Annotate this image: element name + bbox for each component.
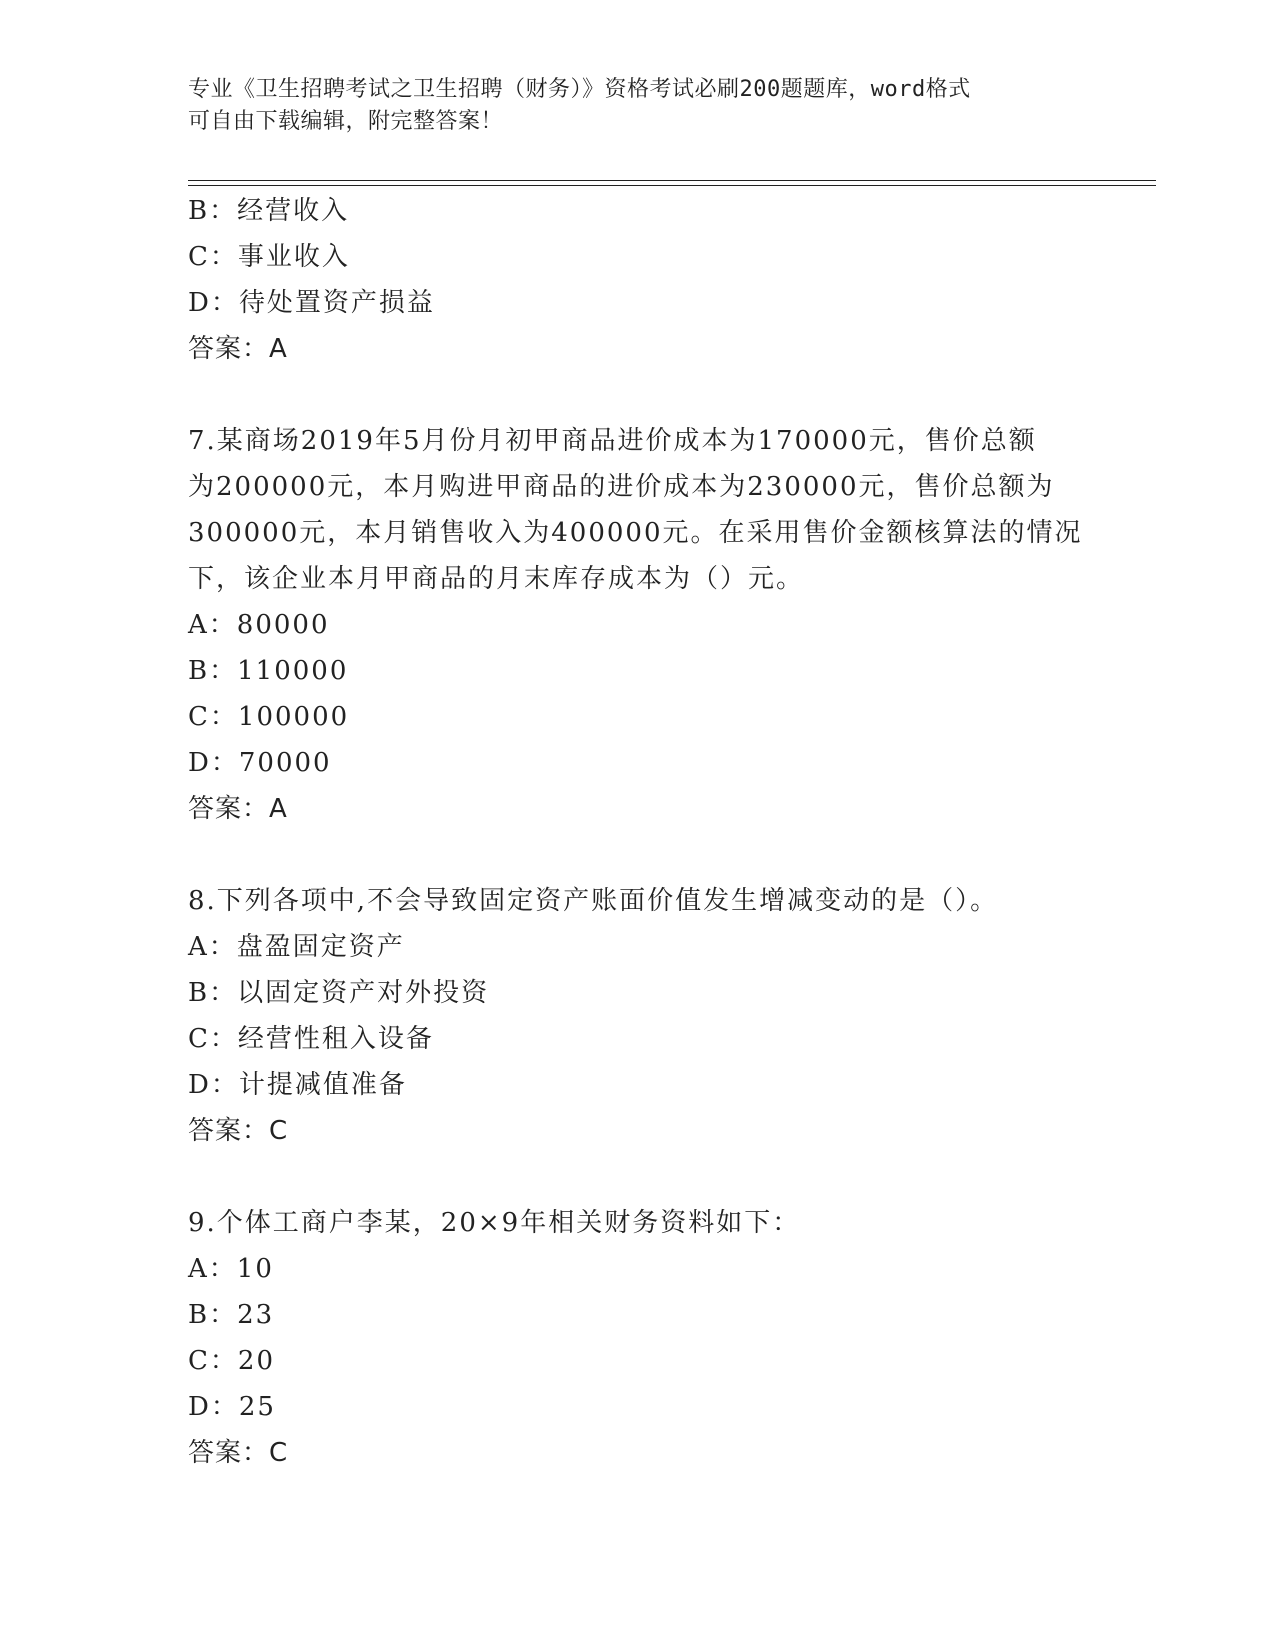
option-c — [188, 1338, 1088, 1384]
question-line: 7.某商场2019年5月份月初甲商品进价成本为170000元，售价总额 — [188, 426, 1037, 456]
question-text — [188, 418, 1088, 602]
option-a — [188, 924, 1088, 970]
header-divider-bottom — [188, 185, 1156, 186]
option-letter: D： — [188, 1392, 239, 1422]
answer-line — [188, 1108, 1088, 1154]
question-line: 为200000元，本月购进甲商品的进价成本为230000元，售价总额为 — [188, 472, 1055, 502]
option-text: 70000 — [238, 748, 332, 778]
option-text: 10 — [236, 1254, 274, 1284]
option-d — [188, 1384, 1088, 1430]
option-d — [188, 1062, 1088, 1108]
question-line: 300000元，本月销售收入为400000元。在采用售价金额核算法的情况 — [188, 518, 1083, 548]
option-c — [188, 234, 1088, 280]
option-c — [188, 1016, 1088, 1062]
option-text: 100000 — [237, 702, 350, 732]
option-letter: B： — [188, 1300, 238, 1330]
option-d — [188, 740, 1088, 786]
question-7 — [188, 418, 1088, 832]
document-body — [188, 188, 1088, 1476]
spacer — [188, 372, 1088, 418]
answer-label: 答案： — [188, 1438, 270, 1468]
option-letter: D： — [188, 1070, 239, 1100]
question-8 — [188, 878, 1088, 1154]
option-text: 110000 — [237, 656, 349, 686]
answer-label: 答案： — [188, 334, 270, 364]
answer-value: C — [269, 1438, 289, 1468]
option-letter: C： — [188, 242, 238, 272]
spacer — [188, 1154, 1088, 1200]
header-line-1: 专业《卫生招聘考试之卫生招聘（财务）》资格考试必刷200题题库，word格式 — [188, 77, 971, 102]
option-letter: B： — [188, 978, 238, 1008]
option-letter: A： — [188, 1254, 237, 1284]
option-b — [188, 188, 1088, 234]
header-divider-top — [188, 180, 1156, 181]
answer-line — [188, 786, 1088, 832]
header-line-2: 可自由下载编辑，附完整答案！ — [188, 109, 504, 134]
option-text: 盘盈固定资产 — [236, 932, 405, 962]
question-text: 9.个体工商户李某，20×9年相关财务资料如下： — [188, 1208, 801, 1238]
option-b — [188, 970, 1088, 1016]
option-letter: A： — [188, 610, 237, 640]
option-c — [188, 694, 1088, 740]
option-letter: A： — [188, 932, 237, 962]
option-text: 计提减值准备 — [238, 1070, 407, 1100]
option-letter: C： — [188, 702, 238, 732]
spacer — [188, 832, 1088, 878]
option-letter: D： — [188, 288, 239, 318]
question-text: 8.下列各项中,不会导致固定资产账面价值发生增减变动的是（）。 — [188, 886, 999, 916]
answer-line — [188, 1430, 1088, 1476]
option-text: 25 — [238, 1392, 276, 1422]
option-text: 待处置资产损益 — [238, 288, 435, 318]
answer-value: A — [269, 794, 288, 824]
document-header — [188, 74, 1088, 138]
answer-label: 答案： — [188, 1116, 270, 1146]
answer-line — [188, 326, 1088, 372]
option-letter: B： — [188, 656, 238, 686]
option-a — [188, 602, 1088, 648]
question-6 — [188, 188, 1088, 372]
option-letter: C： — [188, 1346, 238, 1376]
option-d — [188, 280, 1088, 326]
option-b — [188, 1292, 1088, 1338]
option-text: 事业收入 — [237, 242, 350, 272]
question-line: 下，该企业本月甲商品的月末库存成本为（）元。 — [188, 564, 805, 594]
option-text: 以固定资产对外投资 — [237, 978, 490, 1008]
option-letter: D： — [188, 748, 239, 778]
answer-value: A — [269, 334, 288, 364]
option-a — [188, 1246, 1088, 1292]
answer-value: C — [269, 1116, 289, 1146]
answer-label: 答案： — [188, 794, 270, 824]
option-letter: B： — [188, 196, 238, 226]
option-text: 80000 — [236, 610, 330, 640]
option-b — [188, 648, 1088, 694]
option-text: 20 — [237, 1346, 275, 1376]
option-text: 23 — [237, 1300, 275, 1330]
question-9 — [188, 1200, 1088, 1476]
option-text: 经营性租入设备 — [237, 1024, 434, 1054]
option-text: 经营收入 — [237, 196, 350, 226]
option-letter: C： — [188, 1024, 238, 1054]
